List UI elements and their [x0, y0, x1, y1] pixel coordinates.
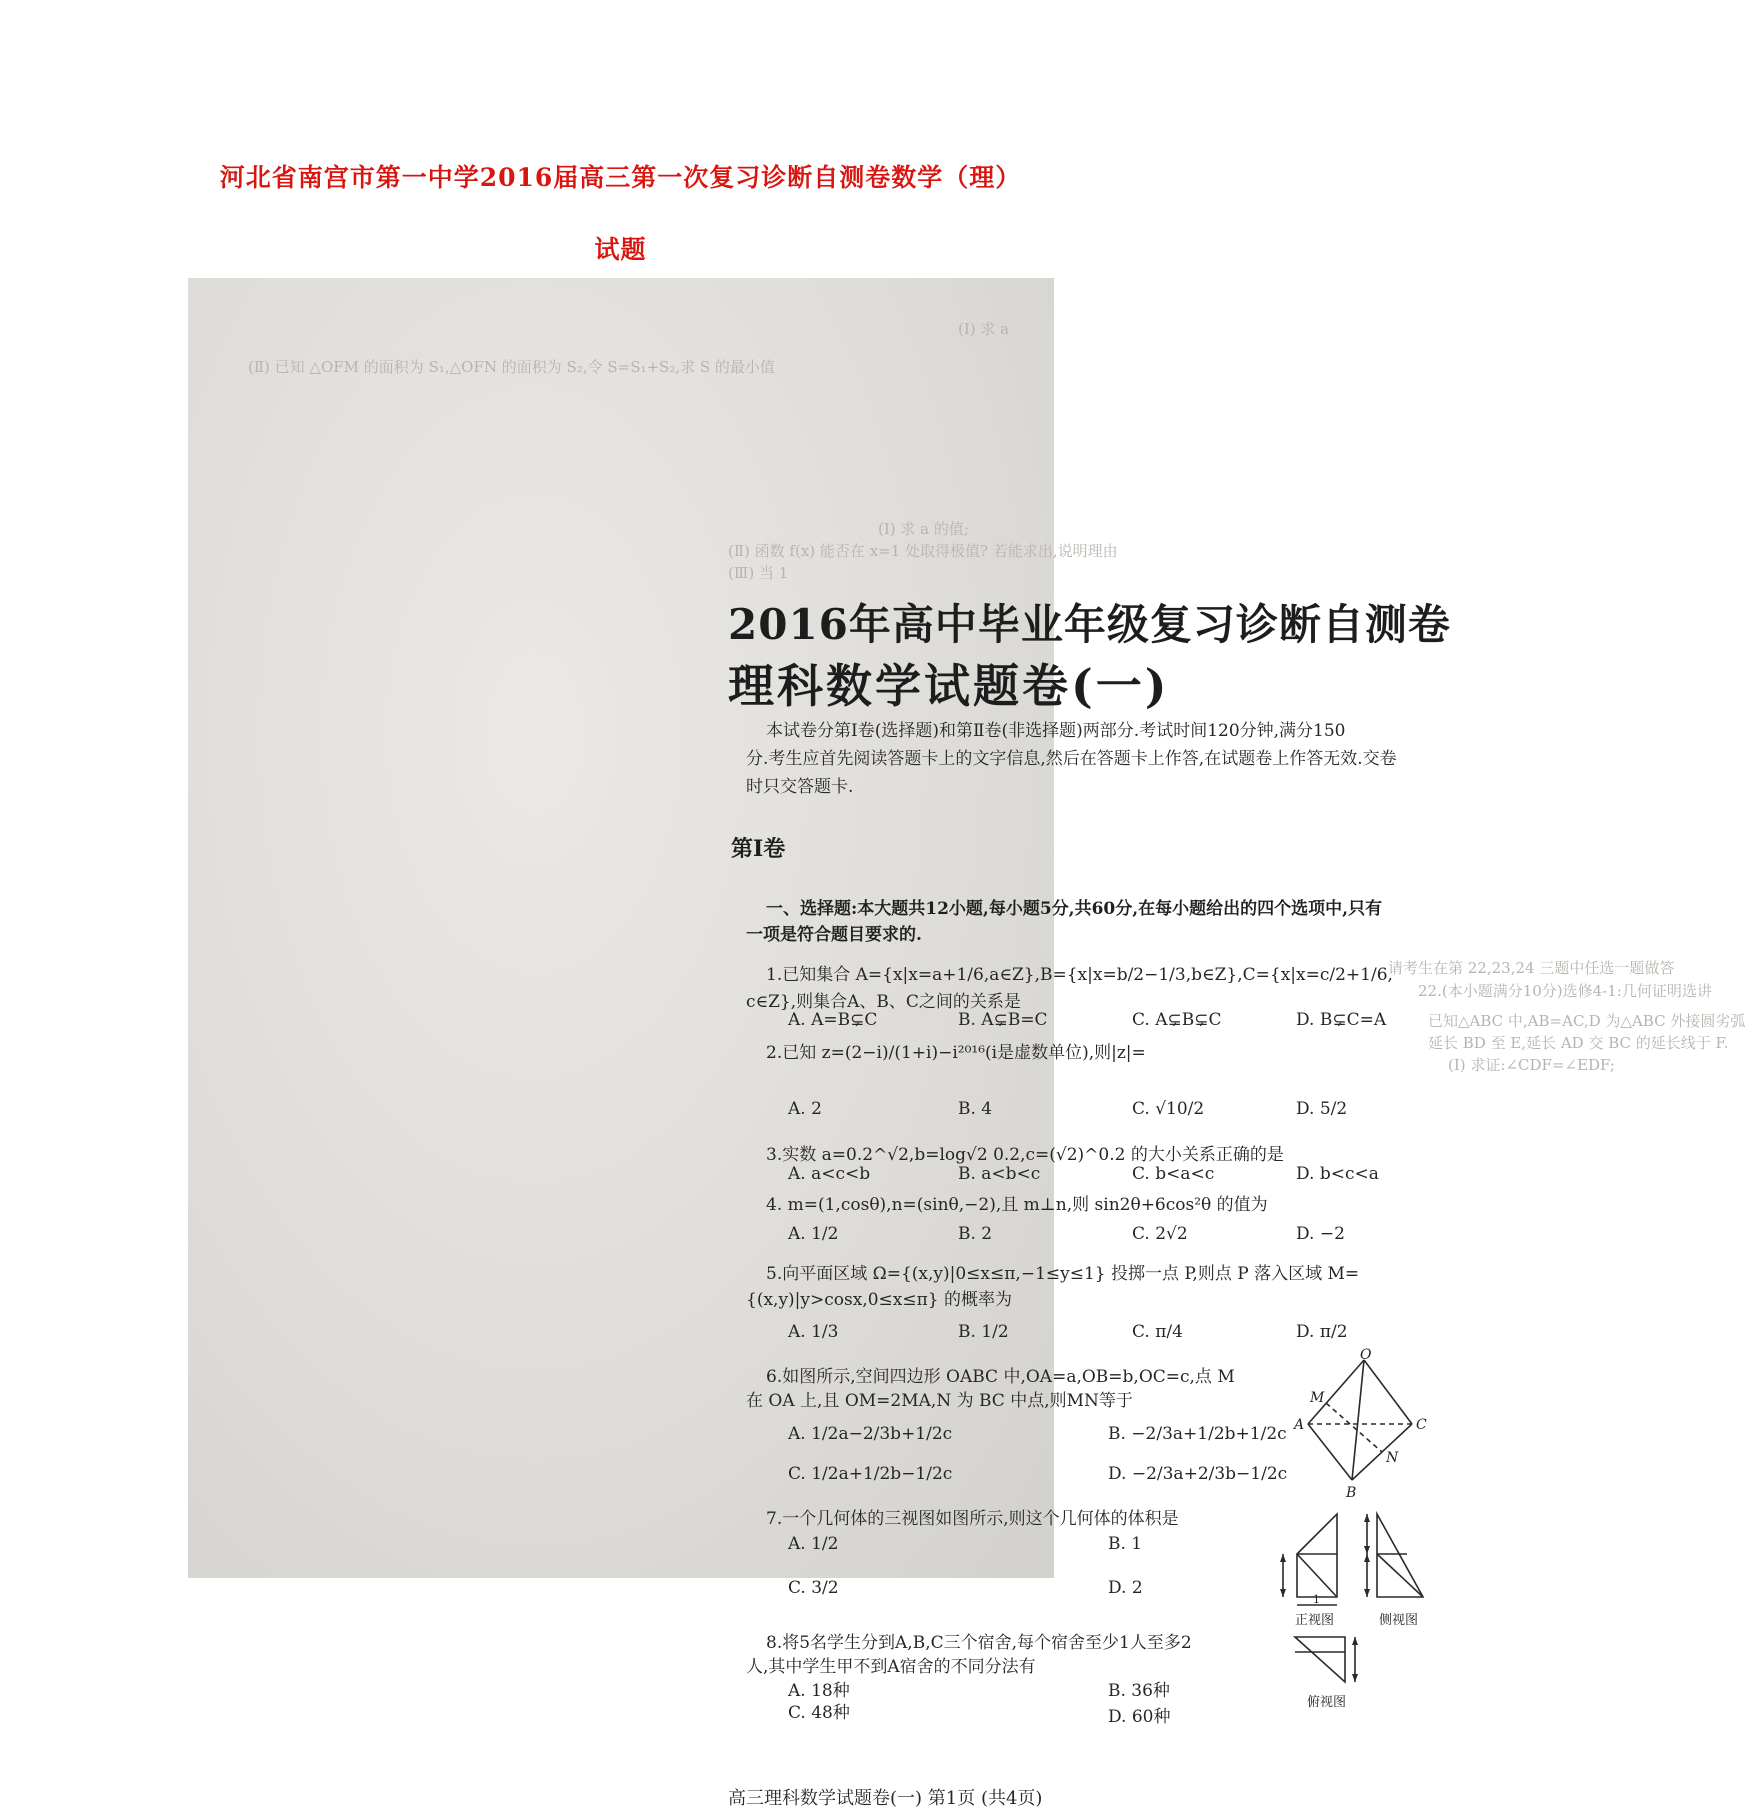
option-c: C. 3/2	[788, 1578, 839, 1598]
option-c: C. b<a<c	[1132, 1164, 1215, 1184]
option-b: B. a<b<c	[958, 1164, 1041, 1184]
option-a: A. 1/3	[788, 1322, 839, 1342]
tetrahedron-figure	[1288, 1347, 1438, 1502]
question-stem: 7.一个几何体的三视图如图所示,则这个几何体的体积是	[766, 1509, 1179, 1529]
question-stem: 8.将5名学生分到A,B,C三个宿舍,每个宿舍至少1人至多2	[766, 1633, 1192, 1653]
dimension-label: 1	[1313, 1593, 1320, 1606]
option-c: C. π/4	[1132, 1322, 1183, 1342]
option-c: C. 2√2	[1132, 1224, 1188, 1244]
exam-subtitle: 理科数学试题卷(一)	[728, 659, 1170, 713]
option-c: C. √10/2	[1132, 1099, 1205, 1119]
vertex-label-b: B	[1346, 1485, 1357, 1501]
vertex-label-a: A	[1294, 1417, 1305, 1433]
vertex-label-c: C	[1416, 1417, 1427, 1433]
option-d: D. −2/3a+2/3b−1/2c	[1108, 1464, 1288, 1484]
option-b: B. 1/2	[958, 1322, 1009, 1342]
question-stem: 4. m=(1,cosθ),n=(sinθ,−2),且 m⊥n,则 sin2θ+6cos²θ 的值为	[766, 1195, 1268, 1215]
option-b: B. −2/3a+1/2b+1/2c	[1108, 1424, 1287, 1444]
option-d: D. 60种	[1108, 1707, 1171, 1727]
intro-line: 本试卷分第Ⅰ卷(选择题)和第Ⅱ卷(非选择题)两部分.考试时间120分钟,满分150	[766, 721, 1346, 741]
exam-paper-photo: (Ⅰ) 求 a (Ⅱ) 已知 △OFM 的面积为 S₁,△OFN 的面积为 S₂,令 S=S₁+S₂,求 S 的最小值 (Ⅰ) 求 a 的值; (Ⅱ) 函数 f(x) 能否在 x=1 处取得极值? 若能求出,说明理由 (Ⅲ) 当 1 请考生在第 22,23,24 三题中任选一题做答 22.(本小题满分10分)选修4-1:几何证明选讲 已知△ABC 中,AB=AC,D 为△ABC 外接圆劣弧 延长 BD 至 E,延长 AD 交 BC 的延长线于 F. (Ⅰ) 求证:∠CDF=∠EDF; 2016年高中毕业年级复习诊断自测卷 理科数学试题卷(一) 本试卷分第Ⅰ卷(选择题)和第Ⅱ卷(非选择题)两部分.考试时间120分钟,满分150 分.考生应首先阅读答题卡上的文字信息,然后在答题卡上作答,在试题卷上作答无效.交卷 时只交答题卡. 第Ⅰ卷 一、选择题:本大题共12小题,每小题5分,共60分,在每小题给出的四个选项中,只有 一项是符合题目要求的. 1.已知集合 A={x|x=a+1/6,a∈Z},B={x|x=b/2−1/3,b∈Z},C={x|x=c/2+1/6, c∈Z},则集合A、B、C之间的关系是 A. A=B⊊C B. A⊊B=C C. A⊊B⊊C D. B⊊C=A 2.已知 z=(2−i)/(1+i)−i²⁰¹⁶(i是虚数单位),则|z|= A. 2 B. 4 C. √10/2 D. 5/2 3.实数 a=0.2^√2,b=log√2 0.2,c=(√2)^0.2 的大小关系正确的是 A. a<c<b B. a<b<c C. b<a<c D. b<c<a 4. m=(1,cosθ),n=(sinθ,−2),且 m⊥n,则 sin2θ+6cos²θ 的值为 A. 1/2 B. 2 C. 2√2 D. −2 5.向平面区域 Ω={(x,y)|0≤x≤π,−1≤y≤1} 投掷一点 P,则点 P 落入区域 M= {(x,y)|y>cosx,0≤x≤π} 的概率为 A. 1/3 B. 1/2 C. π/4 D. π/2 6.如图所示,空间四边形 OABC 中,OA=a,OB=b,OC=c,点 M 在 OA 上,且 OM=2MA,N 为 BC 中点,则MN等于 A. 1/2a−2/3b+1/2c B. −2/3a+1/2b+1/2c C. 1/2a+1/2b−1/2c D. −2/3a+2/3b−1/2c O M A C N B 7.一个几何体的三视图如图所示,则这个几何体的体积是 A. 1/2 B. 1 C. 3/2 D. 2 1 正视图 侧视图 俯视图 8.将5名学生分到A,B,C三个宿舍,每个宿舍至少1人至多2 人,其中学生甲不到A宿舍的不同分法有 A. 18种 B. 36种 C. 48种 D. 60种 高三理科数学试题卷(一) 第1页 (共4页)	[188, 278, 1054, 1578]
question-stem: 5.向平面区域 Ω={(x,y)|0≤x≤π,−1≤y≤1} 投掷一点 P,则点 P 落入区域 M=	[766, 1264, 1360, 1284]
option-c: C. 1/2a+1/2b−1/2c	[788, 1464, 953, 1484]
option-d: D. −2	[1296, 1224, 1345, 1244]
three-view-figure	[1273, 1502, 1433, 1752]
option-c: C. 48种	[788, 1703, 850, 1723]
option-d: D. b<c<a	[1296, 1164, 1379, 1184]
question-stem: 3.实数 a=0.2^√2,b=log√2 0.2,c=(√2)^0.2 的大小关系正确的是	[766, 1145, 1284, 1165]
exam-title: 2016年高中毕业年级复习诊断自测卷	[728, 600, 1451, 649]
option-a: A. A=B⊊C	[788, 1010, 878, 1030]
vertex-label-n: N	[1386, 1450, 1399, 1466]
option-b: B. 2	[958, 1224, 993, 1244]
section-heading: 一、选择题:本大题共12小题,每小题5分,共60分,在每小题给出的四个选项中,只有	[766, 899, 1383, 919]
option-c: C. A⊊B⊊C	[1132, 1010, 1222, 1030]
option-a: A. 1/2	[788, 1534, 839, 1554]
intro-line: 分.考生应首先阅读答题卡上的文字信息,然后在答题卡上作答,在试题卷上作答无效.交卷	[746, 749, 1397, 769]
question-stem: 6.如图所示,空间四边形 OABC 中,OA=a,OB=b,OC=c,点 M	[766, 1367, 1235, 1387]
option-b: B. 36种	[1108, 1681, 1170, 1701]
option-d: D. π/2	[1296, 1322, 1348, 1342]
option-a: A. a<c<b	[788, 1164, 871, 1184]
intro-line: 时只交答题卡.	[746, 777, 854, 797]
option-d: D. 5/2	[1296, 1099, 1348, 1119]
option-a: A. 1/2a−2/3b+1/2c	[788, 1424, 953, 1444]
option-d: D. 2	[1108, 1578, 1143, 1598]
question-stem: c∈Z},则集合A、B、C之间的关系是	[746, 992, 1021, 1012]
question-stem: 在 OA 上,且 OM=2MA,N 为 BC 中点,则MN等于	[746, 1391, 1133, 1411]
vertex-label-o: O	[1360, 1347, 1372, 1363]
question-stem: 2.已知 z=(2−i)/(1+i)−i²⁰¹⁶(i是虚数单位),则|z|=	[766, 1043, 1146, 1063]
part-heading: 第Ⅰ卷	[730, 836, 786, 862]
vertex-label-m: M	[1310, 1390, 1325, 1406]
question-stem: {(x,y)|y>cosx,0≤x≤π} 的概率为	[746, 1290, 1013, 1310]
question-stem: 1.已知集合 A={x|x=a+1/6,a∈Z},B={x|x=b/2−1/3,b∈Z},C={x|x=c/2+1/6,	[766, 965, 1393, 985]
section-heading: 一项是符合题目要求的.	[746, 925, 922, 945]
document-title-line2: 试题	[594, 235, 647, 264]
option-a: A. 18种	[788, 1681, 850, 1701]
front-view-label: 正视图	[1295, 1613, 1335, 1628]
option-a: A. 2	[788, 1099, 822, 1119]
option-d: D. B⊊C=A	[1296, 1010, 1387, 1030]
option-b: B. 1	[1108, 1534, 1143, 1554]
side-view-label: 侧视图	[1379, 1613, 1419, 1628]
option-b: B. 4	[958, 1099, 993, 1119]
option-b: B. A⊊B=C	[958, 1010, 1048, 1030]
option-a: A. 1/2	[788, 1224, 839, 1244]
document-title-line1: 河北省南宫市第一中学2016届高三第一次复习诊断自测卷数学（理）	[219, 163, 1022, 192]
page-footer: 高三理科数学试题卷(一) 第1页 (共4页)	[728, 1788, 1043, 1809]
top-view-label: 俯视图	[1307, 1695, 1347, 1710]
question-stem: 人,其中学生甲不到A宿舍的不同分法有	[746, 1657, 1036, 1677]
